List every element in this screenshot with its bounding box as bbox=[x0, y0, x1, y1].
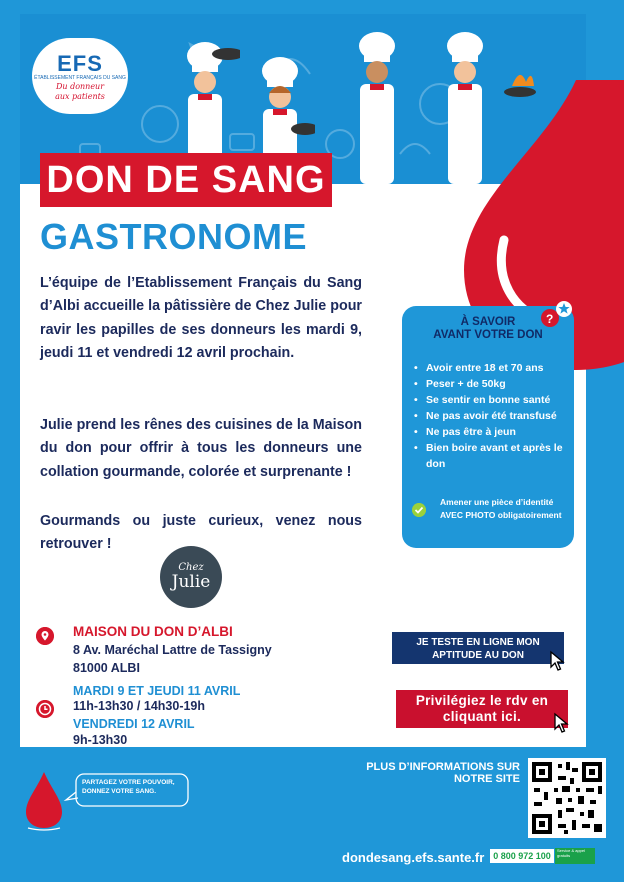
page-subtitle: GASTRONOME bbox=[40, 216, 308, 257]
qr-code[interactable] bbox=[528, 758, 606, 838]
cursor-icon bbox=[548, 650, 568, 672]
logo-tagline-1: Du donneur bbox=[55, 82, 105, 91]
footer-drop-icon bbox=[22, 770, 66, 832]
efs-logo bbox=[34, 40, 126, 112]
julie-logo-bottom: Julie bbox=[171, 572, 211, 592]
logo-tagline-2: aux patients bbox=[55, 92, 105, 101]
info-title-line-1: À SAVOIR bbox=[460, 316, 516, 328]
svg-text:?: ? bbox=[546, 312, 554, 326]
list-item: • Ne pas être à jeun bbox=[414, 424, 576, 440]
info-title-line-2: AVANT VOTRE DON bbox=[433, 329, 543, 341]
schedule-time-1: 11h-13h30 / 14h30-19h bbox=[73, 699, 206, 713]
location-address: 8 Av. Maréchal Lattre de Tassigny bbox=[73, 643, 272, 657]
cursor-icon bbox=[552, 712, 572, 734]
paragraph-invite: Gourmands ou juste curieux, venez nous retrouver ! bbox=[40, 513, 362, 553]
id-note: Amener une pièce d’identité AVEC PHOTO obligatoirement bbox=[440, 497, 562, 520]
check-icon bbox=[412, 503, 426, 517]
list-item: • Avoir entre 18 et 70 ans bbox=[414, 360, 576, 376]
schedule-date-1: MARDI 9 ET JEUDI 11 AVRIL bbox=[73, 684, 241, 698]
info-box bbox=[402, 306, 574, 548]
more-info-line-1: PLUS D’INFORMATIONS SUR bbox=[366, 761, 520, 773]
slogan bbox=[82, 778, 175, 796]
location-city: 81000 ALBI bbox=[73, 661, 140, 675]
more-info-text bbox=[300, 761, 520, 785]
aptitude-test-button[interactable]: JE TESTE EN LIGNE MON APTITUDE AU DON bbox=[392, 632, 564, 664]
website-url[interactable]: dondesang.efs.sante.fr bbox=[342, 850, 485, 865]
info-title bbox=[402, 316, 574, 342]
schedule-date-2: VENDREDI 12 AVRIL bbox=[73, 717, 195, 731]
location-pin-icon bbox=[36, 627, 54, 645]
clock-icon bbox=[36, 700, 54, 718]
more-info-line-2: NOTRE SITE bbox=[453, 773, 520, 785]
list-item: • Bien boire avant et après le don bbox=[414, 440, 576, 472]
slogan-line-1: PARTAGEZ VOTRE POUVOIR, bbox=[82, 779, 175, 786]
paragraph-intro: L’équipe de l’Etablissement Français du Sang d’Albi accueille la pâtissière de Chez Julie pour ravir les papilles de ses donneurs les mardi 9, jeudi 11 et vendredi 12 avril prochain. bbox=[40, 275, 362, 361]
chef-3-illustration bbox=[342, 24, 412, 184]
page-title: DON DE SANG bbox=[40, 153, 332, 207]
chez-julie-logo bbox=[160, 546, 222, 608]
slogan-line-2: DONNEZ VOTRE SANG. bbox=[82, 788, 157, 795]
julie-logo-top: Chez bbox=[178, 562, 204, 573]
paragraph-julie: Julie prend les rênes des cuisines de la Maison du don pour offrir à tous les donneurs une collation gourmande, colorée et surprenante ! bbox=[40, 417, 362, 480]
list-item: • Ne pas avoir été transfusé bbox=[414, 408, 576, 424]
list-item: • Peser + de 50kg bbox=[414, 376, 576, 392]
location-name: MAISON DU DON D’ALBI bbox=[73, 624, 233, 639]
phone-number: 0 800 972 100 bbox=[490, 849, 554, 863]
logo-name: EFS bbox=[57, 51, 103, 76]
requirements-list bbox=[414, 360, 576, 472]
appointment-button[interactable]: Privilégiez le rdv en cliquant ici. bbox=[396, 690, 568, 728]
logo-subtitle: ÉTABLISSEMENT FRANÇAIS DU SANG bbox=[34, 75, 126, 81]
phone-tag: Service & appel gratuits bbox=[555, 848, 595, 864]
schedule-time-2: 9h-13h30 bbox=[73, 733, 128, 747]
list-item: • Se sentir en bonne santé bbox=[414, 392, 576, 408]
